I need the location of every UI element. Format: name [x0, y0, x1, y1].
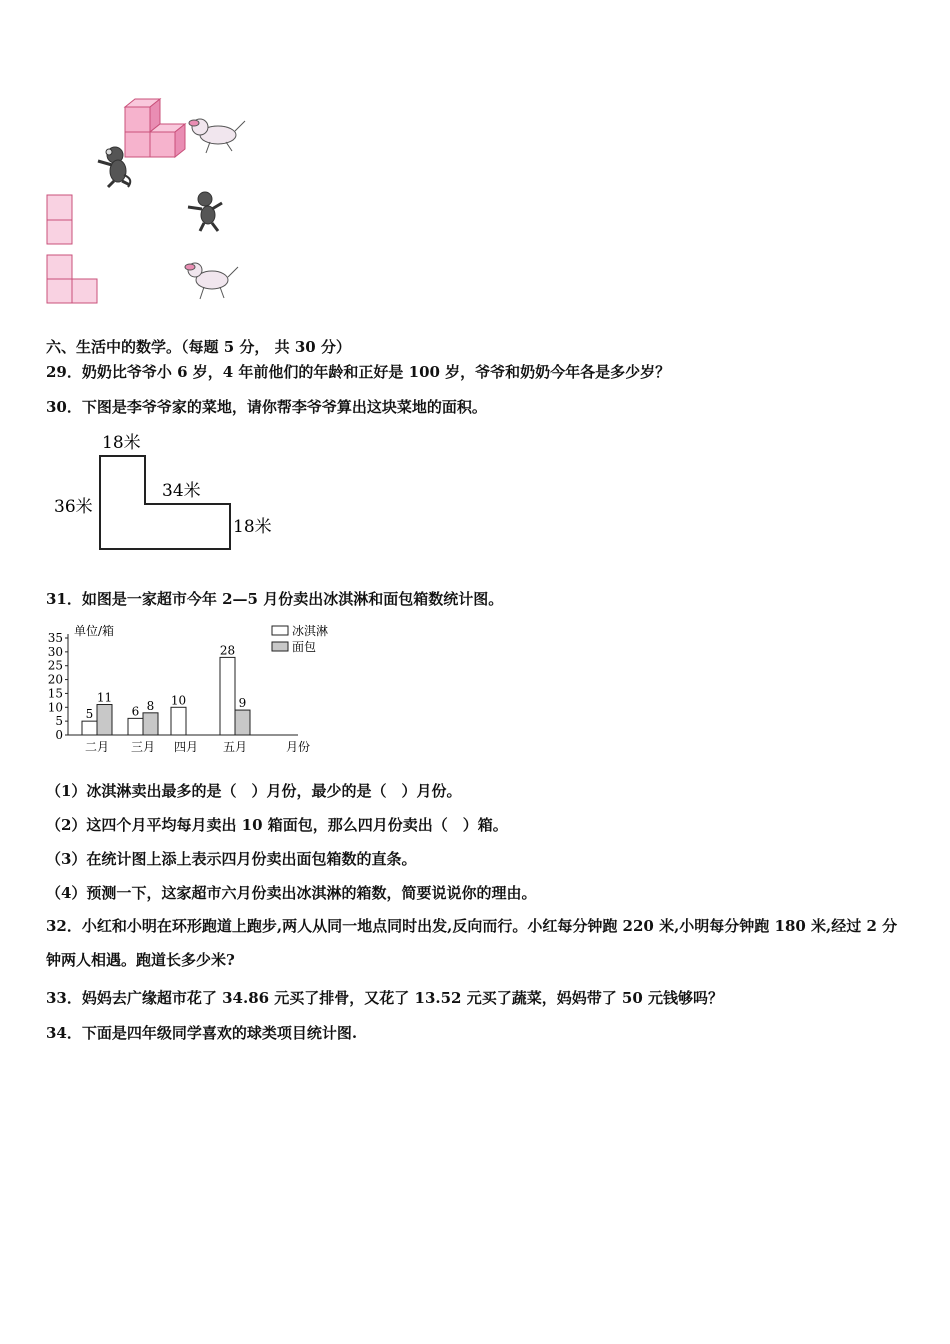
- bar-value-label: 9: [238, 696, 247, 711]
- question-31-sub3: （3）在统计图上添上表示四月份卖出面包箱数的直条。: [46, 850, 417, 868]
- section-six-heading: 六、生活中的数学。（每题 5 分， 共 30 分）: [46, 338, 351, 356]
- legend-swatch: [272, 626, 288, 635]
- question-30: 30．下图是李爷爷家的菜地，请你帮李爷爷算出这块菜地的面积。: [46, 398, 487, 416]
- dog-icon: [189, 119, 245, 153]
- bar-value-label: 5: [85, 707, 94, 722]
- y-tick-label: 0: [55, 728, 63, 742]
- question-31: 31．如图是一家超市今年 2—5 月份卖出冰淇淋和面包箱数统计图。: [46, 590, 504, 608]
- y-tick-label: 25: [47, 658, 63, 673]
- y-tick-label: 15: [47, 686, 63, 701]
- garden-outline: [100, 456, 230, 549]
- label-left: 36米: [54, 497, 93, 517]
- question-31-sub2: （2）这四个月平均每月卖出 10 箱面包，那么四月份卖出（ ）箱。: [46, 816, 508, 834]
- question-31-sub1: （1）冰淇淋卖出最多的是（ ）月份，最少的是（ ）月份。: [46, 782, 462, 800]
- x-tick-label: 四月: [173, 740, 199, 754]
- bar-value-label: 11: [96, 690, 113, 705]
- legend-label: 面包: [292, 640, 317, 654]
- bar-value-label: 28: [219, 643, 236, 658]
- question-34: 34．下面是四年级同学喜欢的球类项目统计图.: [46, 1024, 358, 1042]
- x-tick-label: 二月: [84, 740, 110, 754]
- y-tick-label: 5: [55, 714, 63, 729]
- bar-icecream: [82, 721, 97, 735]
- x-axis-label: 月份: [286, 740, 311, 754]
- cube-views-figure: [40, 95, 260, 310]
- view-two-stacked: [47, 195, 72, 244]
- x-tick-label: 五月: [222, 740, 248, 754]
- question-33: 33．妈妈去广缘超市花了 34.86 元买了排骨，又花了 13.52 元买了蔬菜，妈妈带了 50 元钱够吗？: [46, 989, 724, 1007]
- bar-value-label: 10: [170, 693, 187, 708]
- bar-icecream: [128, 718, 143, 735]
- bar-chart: [40, 618, 329, 758]
- bar-bread: [143, 713, 158, 735]
- y-tick-label: 30: [47, 644, 63, 659]
- question-31-sub4: （4）预测一下，这家超市六月份卖出冰淇淋的箱数，简要说说你的理由。: [46, 884, 537, 902]
- y-axis-unit: 单位/箱: [74, 624, 115, 638]
- question-29: 29．奶奶比爷爷小 6 岁，4 年前他们的年龄和正好是 100 岁，爷爷和奶奶今年各是多少岁？: [46, 363, 671, 381]
- label-middle: 34米: [162, 481, 201, 501]
- x-tick-label: 三月: [130, 740, 156, 754]
- bar-bread: [97, 705, 112, 735]
- y-tick-label: 35: [47, 631, 63, 645]
- cube-solid: [125, 99, 185, 157]
- garden-figure: [50, 428, 290, 558]
- bar-icecream: [220, 657, 235, 735]
- dog-icon-small: [185, 263, 238, 299]
- y-tick-label: 10: [47, 700, 63, 715]
- bar-value-label: 8: [146, 698, 155, 713]
- bar-icecream: [171, 707, 186, 735]
- y-tick-label: 20: [47, 672, 63, 687]
- chart-bars: [82, 643, 250, 754]
- question-32: 32．小红和小明在环形跑道上跑步,两人从同一地点同时出发,反向而行。小红每分钟跑 220 米,小明每分钟跑 180 米,经过 2 分钟两人相遇。跑道长多少米?: [46, 917, 898, 969]
- legend-swatch: [272, 642, 288, 651]
- view-l-shape: [47, 255, 97, 303]
- legend-label: 冰淇淋: [292, 624, 329, 638]
- label-right: 18米: [233, 517, 272, 537]
- label-top: 18米: [102, 433, 141, 453]
- monkey-icon-small: [188, 192, 222, 231]
- bar-bread: [235, 710, 250, 735]
- chart-legend: [272, 623, 328, 654]
- bar-value-label: 6: [131, 704, 140, 719]
